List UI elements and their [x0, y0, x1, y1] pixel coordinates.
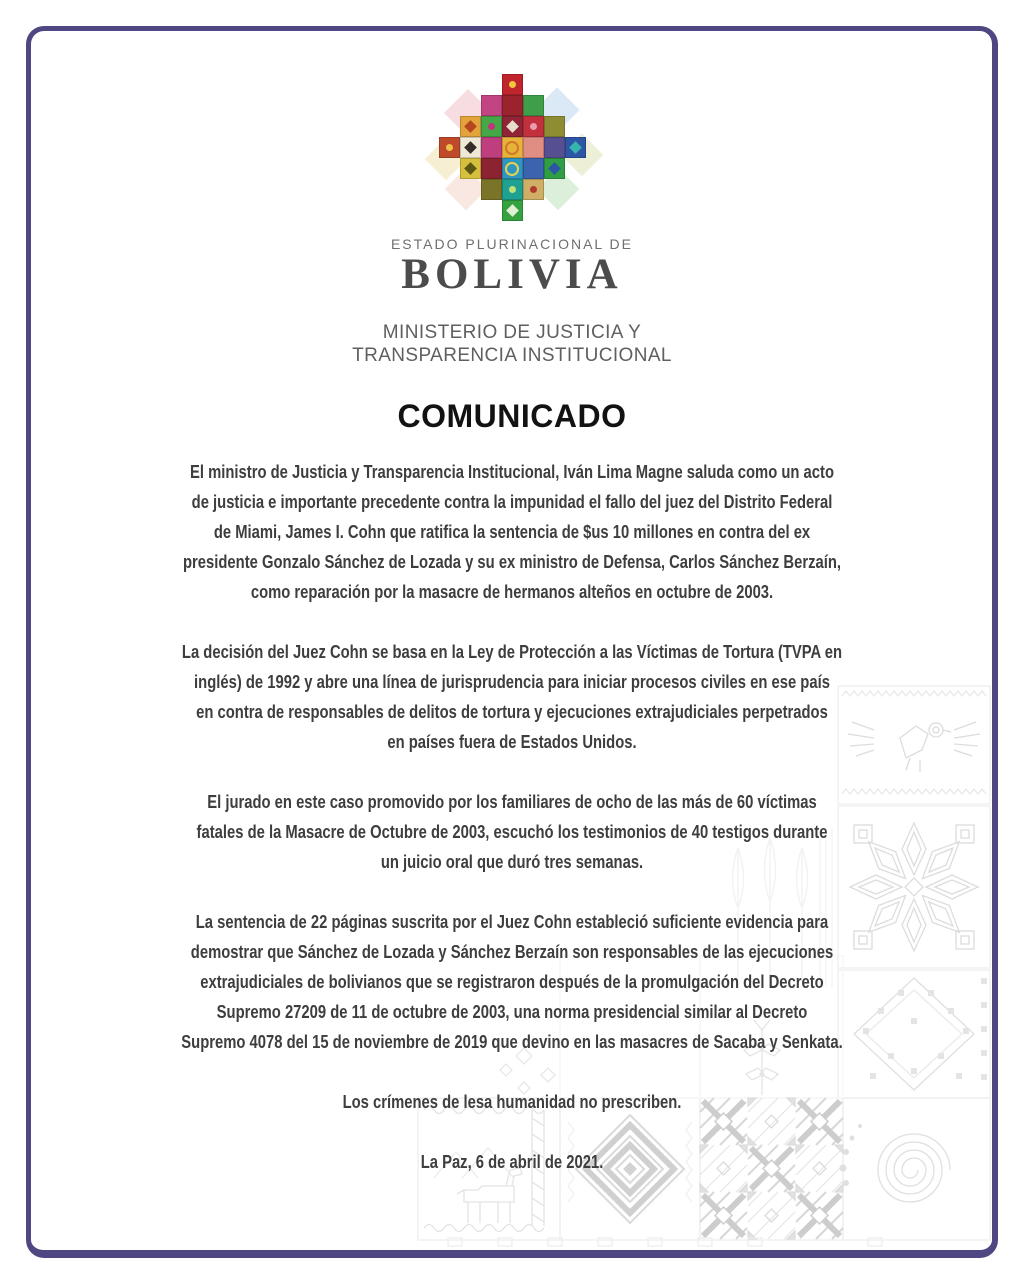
chakana-tile [481, 116, 502, 137]
text-line: presidente Gonzalo Sánchez de Lozada y su ex ministro de Defensa, Carlos Sánchez Berzaín, [183, 551, 841, 572]
body-text [102, 457, 921, 1177]
chakana-tile [502, 200, 523, 221]
chakana-tile [481, 137, 502, 158]
chakana-tile [481, 158, 502, 179]
text-line: La sentencia de 22 páginas suscrita por el Juez Cohn estableció suficiente evidencia para [195, 911, 829, 932]
chakana-tile [502, 137, 523, 158]
chakana-tile [523, 179, 544, 200]
ministry-line-2: TRANSPARENCIA INSTITUCIONAL [352, 345, 672, 366]
text-line: Supremo 4078 del 15 de noviembre de 2019 que devino en las masacres de Sacaba y Senkata. [181, 1031, 843, 1052]
text-line: de justicia e importante precedente contra la impunidad el fallo del juez del Distrito Federal [191, 491, 833, 512]
text-line: fatales de la Masacre de Octubre de 2003, escuchó los testimonios de 40 testigos durante [196, 821, 828, 842]
chakana-tile [502, 95, 523, 116]
text-line: extrajudiciales de bolivianos que se registraron después de la promulgación del Decreto [200, 971, 824, 992]
ministry-name [0, 321, 1024, 367]
chakana-tile-motif [548, 162, 561, 175]
country-name: BOLIVIA [401, 251, 623, 298]
chakana-tile [481, 179, 502, 200]
chakana-tile-motif [505, 141, 519, 155]
chakana-tile-motif [488, 123, 495, 130]
chakana-tile-motif [446, 144, 453, 151]
text-line: en países fuera de Estados Unidos. [387, 731, 637, 752]
chakana-emblem [439, 74, 586, 221]
chakana-tile [502, 158, 523, 179]
text-line: como reparación por la masacre de hermanos alteños en octubre de 2003. [250, 581, 774, 602]
text-line: un juicio oral que duró tres semanas. [380, 851, 644, 872]
chakana-tile-motif [509, 81, 516, 88]
chakana-tile-motif [506, 120, 519, 133]
text-line: El ministro de Justicia y Transparencia Institucional, Iván Lima Magne saluda como un acto [190, 461, 834, 482]
chakana-tile [523, 116, 544, 137]
chakana-tile [523, 95, 544, 116]
chakana-tile [460, 158, 481, 179]
text-line: La Paz, 6 de abril de 2021. [420, 1151, 604, 1172]
paragraph-3 [102, 787, 921, 877]
chakana-tile-motif [505, 162, 519, 176]
closing-line [102, 1087, 921, 1117]
text-line: Los crímenes de lesa humanidad no prescriben. [342, 1091, 682, 1112]
chakana-tile-motif [464, 162, 477, 175]
text-line: La decisión del Juez Cohn se basa en la Ley de Protección a las Víctimas de Tortura (TVPA en [181, 641, 843, 662]
paragraph-4 [102, 907, 921, 1057]
chakana-tile-motif [509, 186, 516, 193]
chakana-tile [544, 158, 565, 179]
chakana-tile [544, 116, 565, 137]
ministry-line-1: MINISTERIO DE JUSTICIA Y [382, 322, 642, 343]
text-line: El jurado en este caso promovido por los familiares de ocho de las más de 60 víctimas [207, 791, 817, 812]
chakana-tile [523, 158, 544, 179]
chakana-tile [460, 116, 481, 137]
text-line: de Miami, James I. Cohn que ratifica la sentencia de $us 10 millones en contra del ex [213, 521, 811, 542]
text-line: Supremo 27209 de 11 de octubre de 2003, una norma presidencial similar al Decreto [216, 1001, 808, 1022]
chakana-tile-motif [464, 120, 477, 133]
chakana-tile-motif [569, 141, 582, 154]
document-title: COMUNICADO [397, 398, 627, 434]
chakana-tile [502, 116, 523, 137]
state-label: ESTADO PLURINACIONAL DE [390, 236, 634, 252]
paragraph-2 [102, 637, 921, 757]
chakana-tile-motif [506, 204, 519, 217]
chakana-tile [439, 137, 460, 158]
dateline [102, 1147, 921, 1177]
chakana-tile [502, 179, 523, 200]
text-line: en contra de responsables de delitos de tortura y ejecuciones extrajudiciales perpetrados [196, 701, 828, 722]
text-line: demostrar que Sánchez de Lozada y Sánchez Berzaín son responsables de las ejecuciones [190, 941, 834, 962]
chakana-tile [523, 137, 544, 158]
paragraph-1 [102, 457, 921, 607]
chakana-tile [481, 95, 502, 116]
text-line: inglés) de 1992 y abre una línea de jurisprudencia para iniciar procesos civiles en ese país [194, 671, 830, 692]
chakana-tile-motif [530, 186, 537, 193]
chakana-tile [544, 137, 565, 158]
chakana-tile [502, 74, 523, 95]
chakana-tile [565, 137, 586, 158]
chakana-tile-motif [530, 123, 537, 130]
chakana-tile-motif [464, 141, 477, 154]
chakana-tile [460, 137, 481, 158]
